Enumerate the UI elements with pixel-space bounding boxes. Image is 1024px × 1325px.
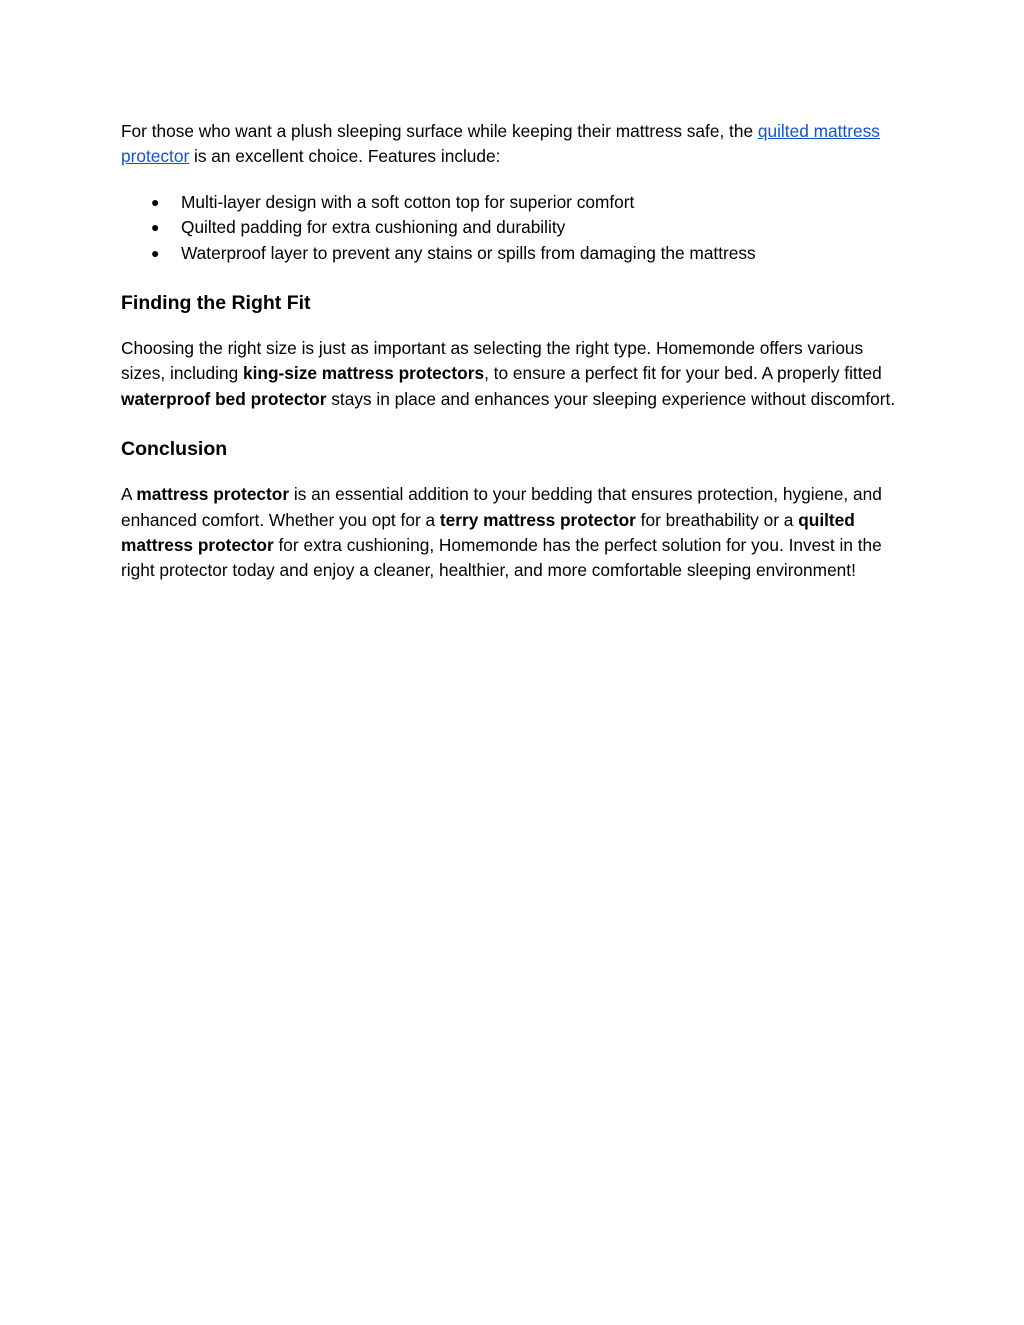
fit-bold-king-size: king-size mattress protectors (243, 363, 485, 384)
conclusion-text-part3: for breathability or a (635, 509, 799, 530)
fit-bold-waterproof: waterproof bed protector (121, 388, 327, 409)
fit-section-heading: Finding the Right Fit (121, 292, 311, 315)
conclusion-heading: Conclusion (121, 438, 228, 461)
conclusion-text-part4: for extra cushioning, Homemonde has the perfect solution for you. Invest in the right protector today and enjoy a cleaner, healthier, and more comfortable sleeping environment! (121, 535, 882, 581)
list-item-text: Quilted padding for extra cushioning and durability (181, 217, 566, 238)
list-item (121, 215, 896, 240)
list-item-text: Waterproof layer to prevent any stains or spills from damaging the mattress (181, 242, 756, 263)
conclusion-bold-mattress-protector: mattress protector (136, 484, 290, 505)
bullet-icon: ● (151, 244, 160, 261)
list-item-text: Multi-layer design with a soft cotton top for superior comfort (181, 191, 635, 212)
fit-text-part2: , to ensure a perfect fit for your bed. A properly fitted (484, 363, 882, 384)
conclusion-text-part2: is an essential addition to your bedding that ensures protection, hygiene, and enhanced comfort. Whether you opt for a (121, 484, 882, 530)
conclusion-text-part1: A (121, 484, 137, 505)
document-body (121, 119, 896, 608)
intro-text-before-link: For those who want a plush sleeping surface while keeping their mattress safe, the (121, 121, 758, 141)
conclusion-bold-quilted: quilted mattress protector (121, 509, 855, 556)
list-item (121, 241, 896, 266)
features-list (121, 190, 896, 266)
intro-paragraph (121, 119, 896, 170)
intro-text-after-link: is an excellent choice. Features include: (189, 146, 501, 167)
fit-section-paragraph (121, 336, 896, 412)
fit-text-part1: Choosing the right size is just as important as selecting the right type. Homemonde offers various sizes, including (121, 338, 864, 384)
fit-text-part3: stays in place and enhances your sleeping experience without discomfort. (326, 388, 896, 409)
quilted-mattress-protector-link[interactable]: quilted mattress protector (121, 121, 880, 167)
conclusion-paragraph (121, 482, 896, 584)
conclusion-bold-terry: terry mattress protector (439, 509, 636, 530)
bullet-icon: ● (151, 219, 160, 236)
bullet-icon: ● (151, 193, 160, 210)
list-item (121, 190, 896, 215)
